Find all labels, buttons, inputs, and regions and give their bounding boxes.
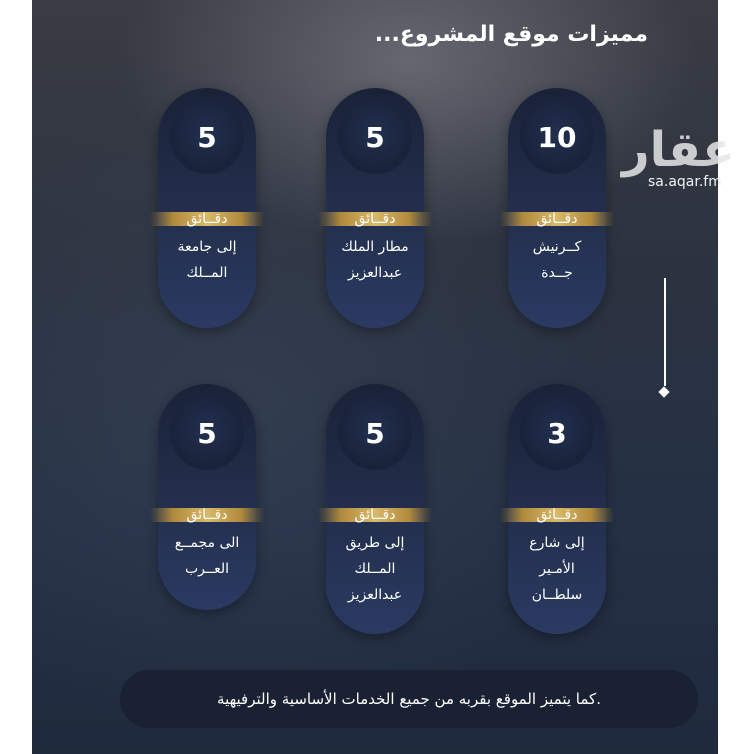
footer-note: .كما يتميز الموقع بقربه من جميع الخدمات الأساسية والترفيهية — [120, 670, 698, 728]
destination-line: الى مجمــع — [174, 535, 240, 551]
minutes-number: 5 — [170, 100, 244, 174]
minutes-number: 5 — [170, 396, 244, 470]
destination-text — [512, 234, 602, 286]
destination-line: المــلك — [354, 561, 396, 577]
feature-card-king-abdulaziz-road — [326, 384, 424, 634]
destination-line: سلطــان — [531, 587, 583, 603]
destination-line: كــرنيش — [532, 239, 582, 255]
aqar-logo: عقار — [622, 122, 735, 178]
poster-title: مميزات موقع المشروع... — [374, 22, 648, 47]
aqar-logo-url: sa.aqar.fm — [648, 174, 722, 190]
poster — [32, 0, 735, 754]
divider-line — [664, 278, 666, 386]
destination-text — [162, 530, 252, 582]
minutes-label: دقــائق — [150, 508, 264, 522]
feature-card-prince-sultan — [508, 384, 606, 634]
destination-line: إلى طريق — [345, 535, 405, 551]
destination-text — [330, 530, 420, 608]
destination-text — [512, 530, 602, 608]
minutes-label: دقــائق — [318, 508, 432, 522]
minutes-label: دقــائق — [500, 508, 614, 522]
minutes-number: 10 — [520, 100, 594, 174]
destination-line: إلى شارع — [529, 535, 585, 551]
feature-card-arab-mall — [158, 384, 256, 610]
minutes-number: 5 — [338, 396, 412, 470]
destination-line: عبدالعزيز — [347, 265, 403, 281]
minutes-label: دقــائق — [500, 212, 614, 226]
destination-line: عبدالعزيز — [347, 587, 403, 603]
destination-text — [162, 234, 252, 286]
minutes-number: 5 — [338, 100, 412, 174]
destination-text — [330, 234, 420, 286]
feature-card-airport — [326, 88, 424, 328]
minutes-number: 3 — [520, 396, 594, 470]
minutes-label: دقــائق — [150, 212, 264, 226]
destination-line: مطار الملك — [341, 239, 409, 255]
feature-card-corniche — [508, 88, 606, 328]
destination-line: المــلك — [186, 265, 228, 281]
destination-line: جــدة — [541, 265, 573, 281]
minutes-label: دقــائق — [318, 212, 432, 226]
destination-line: إلى جامعة — [177, 239, 237, 255]
destination-line: الأمـير — [539, 561, 575, 577]
feature-card-university — [158, 88, 256, 328]
destination-line: العــرب — [184, 561, 230, 577]
